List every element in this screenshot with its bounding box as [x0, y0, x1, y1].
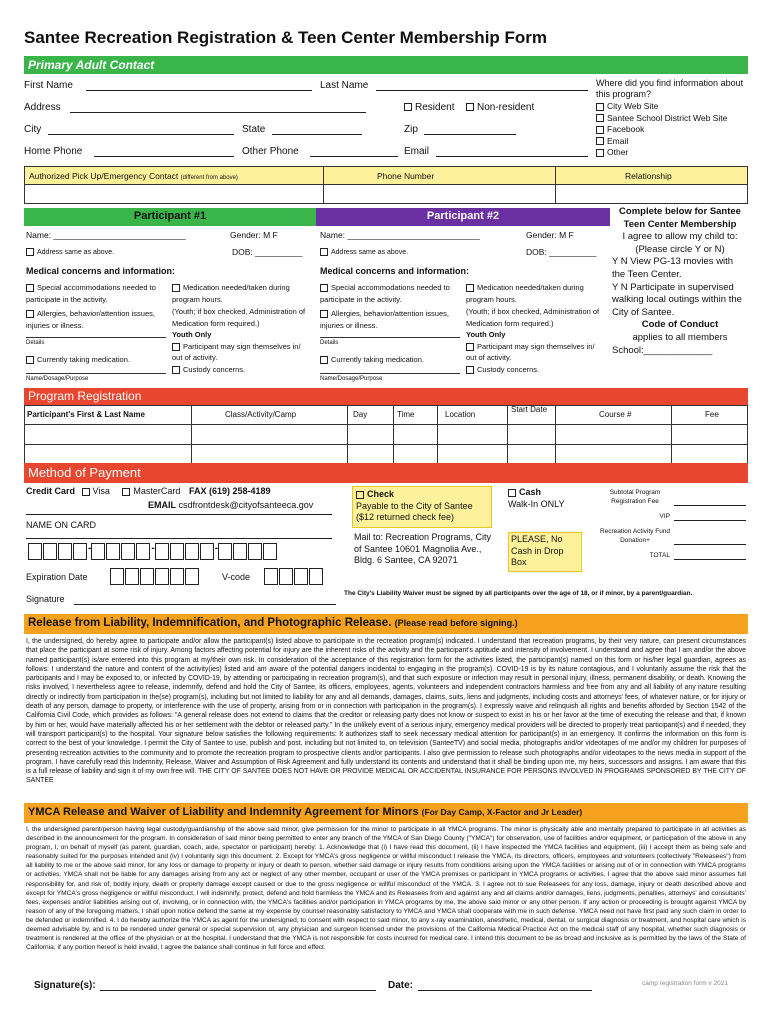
check-text: Payable to the City of Santee ($12 returned check fee)	[356, 500, 473, 522]
other-phone-label: Other Phone	[242, 146, 299, 157]
expiration-label: Expiration Date	[26, 572, 88, 582]
col-course: Course #	[599, 410, 632, 419]
primary-contact-header: Primary Adult Contact	[24, 56, 748, 74]
code-of-conduct-title: Code of Conduct	[641, 319, 719, 331]
participant2-header: Participant #2	[316, 208, 610, 226]
state-field[interactable]	[272, 134, 362, 135]
check-option[interactable]: Check	[356, 489, 488, 501]
card-line	[26, 514, 332, 515]
participant1-section	[24, 228, 316, 382]
participant1-same-address[interactable]: Address same as above.	[26, 248, 114, 256]
first-name-field[interactable]	[86, 90, 312, 91]
last-name-field[interactable]	[376, 90, 588, 91]
vip-field[interactable]	[674, 512, 746, 521]
donation-label: Recreation Activity Fund Donation+	[599, 528, 671, 544]
participant2-name[interactable]: Name: ____________________________	[320, 230, 480, 240]
signature-label: Signature	[26, 594, 65, 604]
program-registration-header: Program Registration	[24, 388, 748, 405]
mail-to: Mail to: Recreation Programs, City of Santee 10601 Magnolia Ave., Bldg. 6 Santee, CA 92071	[354, 532, 492, 565]
participant1-youth-only: Youth Only	[172, 330, 212, 339]
vip-label: VIP	[659, 513, 670, 520]
zip-field[interactable]	[424, 134, 516, 135]
where-option[interactable]: Santee School District Web Site	[596, 113, 750, 125]
total-field[interactable]	[674, 551, 746, 560]
teen-center-box	[612, 206, 748, 384]
participant1-dob[interactable]: DOB: __________	[232, 247, 303, 257]
credit-card-row	[26, 486, 271, 496]
waiver-note: The City's Liability Waiver must be signed by all participants over the age of 18, or if minor, by a parent/guardian.	[344, 590, 693, 597]
teen-center-title: Complete below for Santee Teen Center Membership	[619, 206, 741, 230]
city-field[interactable]	[48, 134, 234, 135]
mastercard-option[interactable]: MasterCard	[122, 486, 180, 496]
participant2-medical-title: Medical concerns and information:	[320, 266, 470, 276]
resident-checkbox[interactable]	[404, 103, 412, 111]
card-number-boxes[interactable]: - - -	[28, 543, 278, 563]
participant2-gender[interactable]: Gender: M F	[526, 230, 574, 240]
participant1-med-needed[interactable]: Medication needed/taken during program hours.	[172, 283, 290, 304]
pickup-relationship-header: Relationship	[625, 171, 672, 181]
pickup-relationship-field[interactable]	[556, 186, 746, 202]
footer-signature-label: Signature(s):	[34, 980, 96, 991]
participant2-youth-only: Youth Only	[466, 330, 506, 339]
col-start-date: Start Date	[511, 405, 548, 414]
participant2-special[interactable]: Special accommodations needed to participate in the activity.	[320, 283, 450, 304]
resident-option[interactable]: Resident	[404, 102, 454, 113]
participant2-custody[interactable]: Custody concerns.	[466, 364, 606, 376]
participant1-header: Participant #1	[24, 208, 316, 226]
participant1-medication[interactable]: Currently taking medication.	[26, 354, 166, 366]
teen-center-outings[interactable]: Y N Participate in supervised walking local outings within the City of Santee.	[612, 281, 742, 318]
vcode-boxes[interactable]	[264, 568, 324, 588]
pickup-phone-field[interactable]	[324, 186, 554, 202]
participant1-sign-out[interactable]: Participant may sign themselves in/ out of activity.	[172, 341, 301, 362]
participant1-allergies[interactable]: Allergies, behavior/attention issues, injuries or illness.	[26, 309, 155, 330]
nonresident-option[interactable]: Non-resident	[466, 102, 534, 113]
participant2-name-dosage[interactable]: Name/Dosage/Purpose	[320, 373, 460, 386]
fee-summary	[596, 488, 746, 560]
address-label: Address	[24, 102, 61, 113]
payment-header: Method of Payment	[24, 463, 748, 483]
where-option[interactable]: City Web Site	[596, 101, 750, 113]
fax-number: FAX (619) 258-4189	[188, 486, 271, 496]
col-location: Location	[445, 410, 476, 419]
last-name-label: Last Name	[320, 80, 369, 91]
pickup-phone-header: Phone Number	[377, 171, 435, 181]
email-payment: EMAIL csdfrontdesk@cityofsanteeca.gov	[148, 500, 314, 510]
col-participant-name: Participant's First & Last Name	[27, 410, 145, 419]
col-class: Class/Activity/Camp	[225, 410, 297, 419]
participant1-custody[interactable]: Custody concerns.	[172, 364, 312, 376]
teen-center-movies[interactable]: Y N View PG-13 movies with the Teen Center.	[612, 256, 734, 280]
program-table	[24, 405, 748, 465]
participant1-details[interactable]: Details	[26, 337, 166, 350]
vcode-label: V-code	[222, 572, 251, 582]
col-day: Day	[353, 410, 368, 419]
where-option[interactable]: Facebook	[596, 124, 750, 136]
home-phone-field[interactable]	[94, 156, 234, 157]
cash-option[interactable]: Cash Walk-In ONLY	[508, 487, 565, 509]
form-id: camp registration form v 2021	[642, 980, 728, 987]
name-on-card-field[interactable]	[26, 538, 332, 539]
code-of-conduct-text: applies to all members	[632, 331, 728, 343]
participant1-gender[interactable]: Gender: M F	[230, 230, 278, 240]
where-found-title: Where did you find information about this program?	[596, 78, 744, 99]
pickup-table	[24, 166, 748, 204]
subtotal-field[interactable]	[674, 488, 746, 506]
subtotal-label: Subtotal Program Registration Fee	[609, 489, 661, 505]
page-title: Santee Recreation Registration & Teen Center Membership Form	[24, 28, 548, 47]
participant2-sign-out[interactable]: Participant may sign themselves in/ out of activity.	[466, 341, 595, 362]
other-phone-field[interactable]	[310, 156, 398, 157]
email-label: Email	[404, 146, 430, 157]
expiration-boxes[interactable]	[110, 568, 200, 588]
participant1-special[interactable]: Special accommodations needed to participate in the activity.	[26, 283, 156, 304]
signature-field[interactable]	[74, 604, 336, 605]
no-cash-note: PLEASE, No Cash in Drop Box	[508, 532, 582, 572]
participant2-dob[interactable]: DOB: __________	[526, 247, 597, 257]
first-name-label: First Name	[24, 80, 73, 91]
participant1-medical-title: Medical concerns and information:	[26, 266, 176, 276]
pickup-name-field[interactable]	[26, 186, 322, 202]
ymca-header: YMCA Release and Waiver of Liability and Indemnity Agreement for Minors (For Day Camp, X-Factor and Jr Leader)	[24, 803, 748, 823]
where-option[interactable]: Other	[596, 147, 750, 159]
city-label: City	[24, 124, 42, 135]
footer-signature-field[interactable]	[100, 990, 376, 991]
participant2-same-address[interactable]: Address same as above.	[320, 248, 408, 256]
zip-label: Zip	[404, 124, 418, 135]
check-box	[352, 486, 492, 528]
address-field[interactable]	[70, 112, 366, 113]
pickup-label: Authorized Pick Up/Emergency Contact (different from above)	[29, 171, 238, 181]
col-fee: Fee	[705, 410, 719, 419]
teen-center-agree: I agree to allow my child to: (Please circle Y or N)	[622, 231, 738, 255]
nonresident-checkbox[interactable]	[466, 103, 474, 111]
release-text: I, the undersigned, do hereby agree to participate and/or allow the participant(s) listed above to participate in the recreation program(s) indicated. I understand that recreation programs, by their very nature, can present circumstances that place the participant at some risk of injury. Among factors affecting potential for injury are the inherent risks of the activity and the participant's aptitude and intensity of involvement. I understand and agree that I am and/or the above named participant(s) is/are entered into this program at my/their own risk. In consideration of the acceptance of this registration form for the activities listed, the participant(s) named on this form or his/her legal guardian, agrees as follows: I understand the nature and content of the activity(ies) listed and am aware of the potential dangers incidental to engaging in the program(s). COVID-19 is by its nature contagious, and I voluntarily assume the risk that the participants and I may be exposed to, or infected by COVID-19, by attending or participating in recreation program(s), and that such exposure or infection may result in personal injury, illness, permanent disability, or death. Knowing the risks involved, I nevertheless agree to release, indemnify, defend and hold the City of Santee, its officers, employees, agents, volunteers and independent contractors harmless and free from any and all liability of any nature resulting directly or indirectly from participation in the(se) program(s), including but not limited to liability for any and all demands, damages, claims, suits, liens and judgments, including costs and attorneys' fees, of whatever nature, or for injury or death of any person, damage to property, or interference with the use of property, arising from or in connection with participation in the program(s). I expressly waive and relinquish all rights and benefits afforded by Section 1542 of the California Civil Code, which provides as follows: "A general release does not extend to claims that the creditor or releasing party does not know or suspect to exist in his or her favor at the time of executing the release and that, if known by him or her, would have materially affected his or her settlement with the debtor or released party." In the unlikely event of a serious injury, emergency medical providers will be directed to properly treat participant(s) and if needed, they will transport participant(s) to the hospital. Your signature below satisfies the following requirements: It authorizes staff to seek necessary medical attention for participant(s) in an emergency. It confirms the information on this form is correct to the best of your knowledge. I permit the City of Santee to use, publish and post, including but not limited to, on television (SanteeTV) and social media, photographs and/or videotapes of me and/or my children for purposes of presenting recreation activities to the community and to promote the recreation program to prospective clients and/or participants. I also give permission to release such photographs and/or videotapes to the news media in support of the program. I have carefully read this Indemnity, Release, Waiver and Assumption of Risk Agreement and fully understand its contents and understand that it shall be binding upon me, my heirs, successors and assigns. I am aware that this is a full release of liability and sign it of my own free will. THE CITY OF SANTEE DOES NOT HAVE OR PROVIDE MEDICAL OR ACCIDENTAL INSURANCE FOR PERSONS INVOLVED IN PROGRAMS SPONSORED BY THE CITY OF SANTEE	[26, 638, 746, 785]
participant2-if-checked: (Youth; if box checked, Administration of Medication form required.)	[466, 307, 600, 328]
col-time: Time	[397, 410, 415, 419]
participant1-name-dosage[interactable]: Name/Dosage/Purpose	[26, 373, 166, 386]
name-on-card-label: NAME ON CARD	[26, 520, 97, 530]
where-option[interactable]: Email	[596, 136, 750, 148]
footer-date-label: Date:	[388, 980, 414, 991]
release-header: Release from Liability, Indemnification, and Photographic Release. (Please read before signing.)	[24, 614, 748, 634]
credit-card-label: Credit Card	[26, 486, 76, 496]
participant2-med-needed[interactable]: Medication needed/taken during program hours.	[466, 283, 584, 304]
footer-date-field[interactable]	[418, 990, 592, 991]
participant2-allergies[interactable]: Allergies, behavior/attention issues, injuries or illness.	[320, 309, 449, 330]
ymca-text: I, the undersigned parent/person having legal custody/guardianship of the above said minor, give permission for the minor to participate in all YMCA programs. The minor is physically able and mentally prepared to participate in all activities as described in the announcement for the program. In consideration of said minor being permitted to enter any branch of the YMCA of San Diego County ("YMCA") for observation, use of facilities and/or equipment, or participation of the above in any program, I, on behalf of myself (as parent, guardian, coach, aide, spectator or participant) hereby: 1. Acknowledge that (i) I have read this document, (ii) I have inspected the YMCA facilities and equipment, (iii) I accept them as being safe and reasonably suited for the purposes intended and (iv) I voluntarily sign this document. 2. Except for YMCA's gross negligence or willful misconduct I release the YMCA, its directors, officers, employees and volunteers (collectively "Releasees") from all liability to me or the above said minor, for any loss or damage to property or injury or death to person, whether said damage or injury results from conditions arising upon the YMCA facilities or arising out of or in connection with YMCA programs or activities. YMCA shall not be liable for any damages arising from any act or neglect of any other member, occupant or user of the YMCA premises or participant in YMCA programs or activities. I agree that the above said minor assumes full responsibility for, and risk of, bodily injury, death or property damage except caused or due to the gross negligence or willful misconduct of the YMCA. 3. I agree not to sue Releasees for any loss, damage, injury or death described above and except for YMCA's gross negligence or willful misconduct, I will indemnify, protect, defend and hold harmless the YMCA and its Releasees from and against any and all claims and/or damages, liens, judgments, penalties, attorneys' and consultants' fees, expenses and/or liabilities arising out of, involving, or in connection with, the YMCA's facilities and/or participation in YMCA programs by me, the above said minor or any other person. If any action or proceeding is brought against YMCA by reason of any of the foregoing matters, I shall upon notice defend the same at my expense by counsel reasonably satisfactory to YMCA and YMCA shall cooperate with me in such defense. YMCA need not have first paid any such claim in order to be defended or indemnified. 4. I do hereby authorize the YMCA as agent for the undersigned, to consent with respect to said minor, to any x-ray examination, anesthetic, medical, dental, or surgical diagnosis or treatment, and hospital care which is deemed advisable by, and is to be rendered under general or special supervision of, any physician and surgeon licensed under the provisions of the California Medical Practice Act on the medical staff of any hospital, whether such diagnosis or treatment is rendered at the office of the physician or at the hospital. I understand that the YMCA is not responsible for costs incurred for medical care. I intend this document to be as broad and inclusive as is permitted by the laws of the State of California; if any portion hereof is held invalid, I agree the balance shall continue in full force and effect.	[26, 826, 746, 952]
participant2-section	[318, 228, 610, 382]
home-phone-label: Home Phone	[24, 146, 83, 157]
participant1-if-checked: (Youth; if box checked, Administration of Medication form required.)	[172, 307, 306, 328]
state-label: State	[242, 124, 266, 135]
visa-option[interactable]: Visa	[82, 486, 110, 496]
donation-field[interactable]	[674, 527, 746, 545]
participant1-name[interactable]: Name: ____________________________	[26, 230, 186, 240]
participant2-medication[interactable]: Currently taking medication.	[320, 354, 460, 366]
email-field[interactable]	[436, 156, 588, 157]
where-found-options	[596, 101, 750, 159]
total-label: TOTAL	[649, 552, 670, 559]
participant2-details[interactable]: Details	[320, 337, 460, 350]
school-field[interactable]: School:_____________	[612, 344, 713, 356]
